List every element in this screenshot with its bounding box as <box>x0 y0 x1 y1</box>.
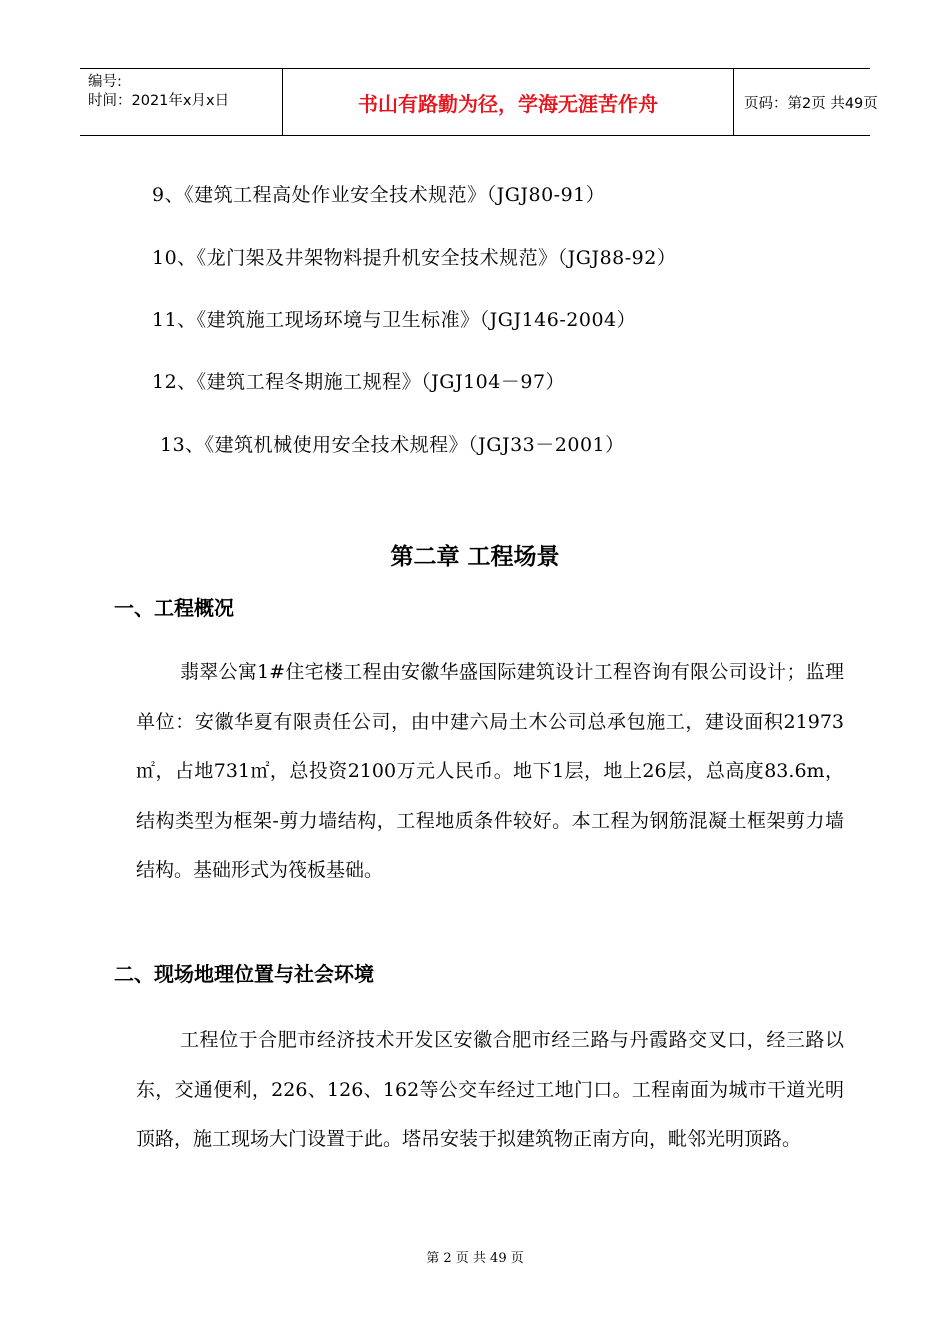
section-paragraph: 翡翠公寓1#住宅楼工程由安徽华盛国际建筑设计工程咨询有限公司设计；监理单位：安徽华夏有限责任公司，由中建六局土木公司总承包施工，建设面积21973 ㎡，占地731㎡，总投资2100万元人民币。地下1层，地上26层，总高度83.6m，结构类型为框架-剪力墙结构，工程地质条件较好。本工程为钢筋混凝土框架剪力墙结构。基础形式为筏板基础。 <box>136 661 844 882</box>
reference-item: 11、《建筑施工现场环境与卫生标准》（JGJ146-2004） <box>152 309 637 331</box>
section-heading: 二、现场地理位置与社会环境 <box>114 962 374 986</box>
page-header <box>80 68 878 136</box>
section-paragraph: 工程位于合肥市经济技术开发区安徽合肥市经三路与丹霞路交叉口，经三路以东，交通便利，226、126、162等公交车经过工地门口。工程南面为城市干道光明顶路，施工现场大门设置于此。塔吊安装于拟建筑物正南方向，毗邻光明顶路。 <box>136 1029 844 1151</box>
doc-date-label: 时间：2021年x月x日 <box>88 93 230 109</box>
page-footer: 第 2 页 共 49 页 <box>426 1251 524 1266</box>
reference-item: 9、《建筑工程高处作业安全技术规范》（JGJ80-91） <box>152 184 606 206</box>
reference-item: 13、《建筑机械使用安全技术规程》（JGJ33－2001） <box>160 434 625 456</box>
section-heading: 一、工程概况 <box>114 596 234 620</box>
header-motto: 书山有路勤为径，学海无涯苦作舟 <box>282 69 734 135</box>
header-page-label: 页码：第2页 共49页 <box>744 95 878 112</box>
reference-item: 10、《龙门架及井架物料提升机安全技术规范》（JGJ88-92） <box>152 247 677 269</box>
chapter-title: 第二章 工程场景 <box>390 544 560 570</box>
reference-item: 12、《建筑工程冬期施工规程》（JGJ104－97） <box>152 371 566 393</box>
doc-number-label: 编号: <box>88 74 122 90</box>
header-meta <box>80 69 282 135</box>
